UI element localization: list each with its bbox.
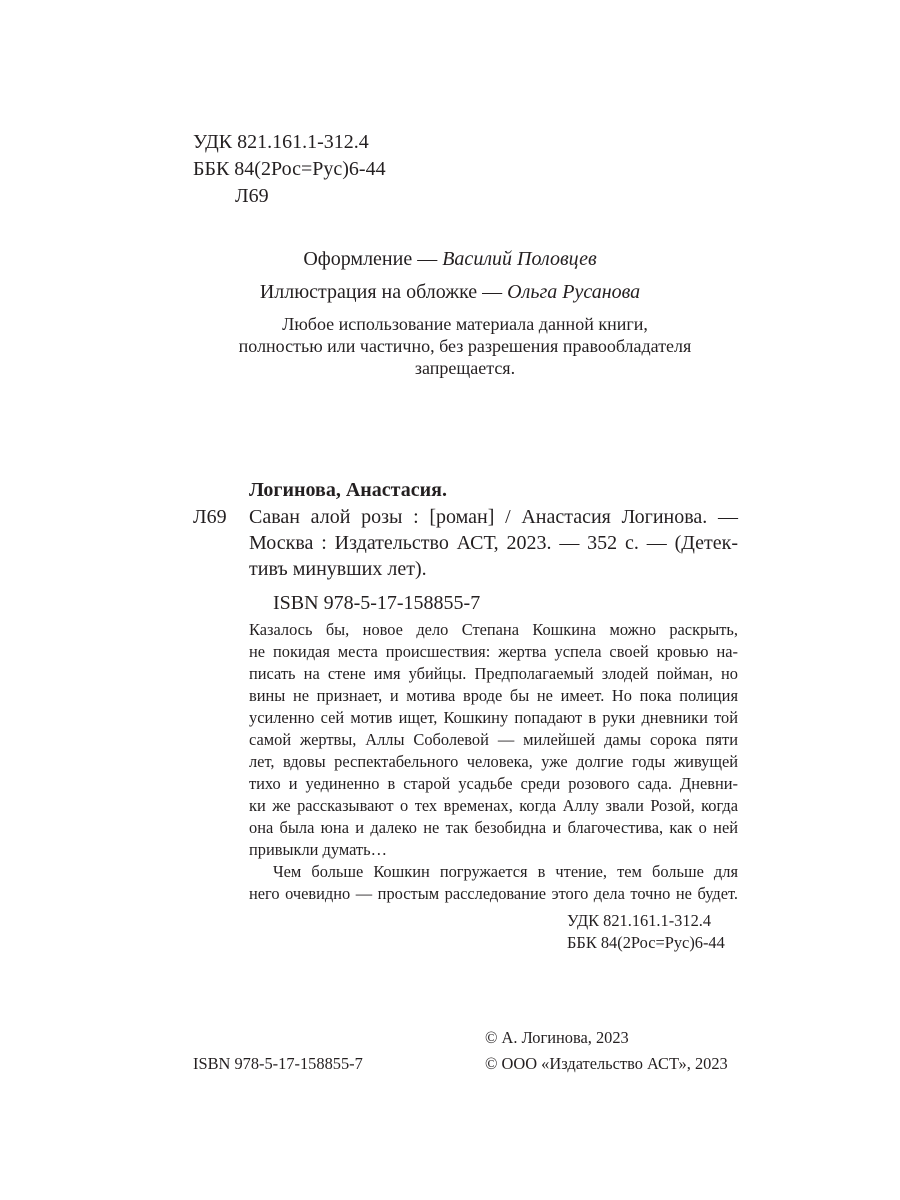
catalog-line-1: Саван алой розы : [роман] / Анастасия Логинова. — <box>249 506 738 528</box>
annotation-p1-line-5: усиленно сей мотив ищет, Кошкину попадают в руки дневники той <box>249 708 738 727</box>
annotation-p1-line-2: не покидая места происшествия: жертва успела своей кровью на- <box>249 642 738 661</box>
copyright-author: © А. Логинова, 2023 <box>485 1028 629 1047</box>
annotation-p1-line-10: она была юна и далеко не так безобидна и благочестива, как о ней <box>249 818 738 837</box>
design-name: Василий Половцев <box>442 248 597 270</box>
catalog-sign: Л69 <box>193 506 227 528</box>
annotation-p1-line-7: лет, вдовы респектабельного человека, уже долгие годы живущей <box>249 752 738 771</box>
catalog-isbn: ISBN 978-5-17-158855-7 <box>273 592 481 614</box>
annotation-p2-line-2: него очевидно — простым расследование этого дела точно не будет. <box>249 884 738 903</box>
footer-isbn: ISBN 978-5-17-158855-7 <box>193 1054 363 1073</box>
author-sign: Л69 <box>235 185 269 207</box>
annotation-p1-line-1: Казалось бы, новое дело Степана Кошкина можно раскрыть, <box>249 620 738 639</box>
annotation-bbk: ББК 84(2Рос=Рус)6-44 <box>567 933 725 952</box>
cover-credit <box>0 280 900 304</box>
annotation-p1-line-9: ки же рассказывают о тех временах, когда Аллу звали Розой, когда <box>249 796 738 815</box>
annotation-p1-line-8: тихо и уединенно в старой усадьбе среди розового сада. Дневни- <box>249 774 738 793</box>
cover-label: Иллюстрация на обложке — <box>259 281 508 303</box>
bbk-code: ББК 84(2Рос=Рус)6-44 <box>193 158 386 180</box>
annotation-udk: УДК 821.161.1-312.4 <box>567 911 712 930</box>
catalog-line-3: тивъ минувших лет). <box>249 558 427 580</box>
annotation-p2-line-1: Чем больше Кошкин погружается в чтение, тем больше для <box>273 862 738 881</box>
copyright-publisher: © ООО «Издательство АСТ», 2023 <box>485 1054 728 1073</box>
annotation-p1-line-4: вины не признает, и мотива вроде бы не имеет. Но пока полиция <box>249 686 738 705</box>
copyright-notice-line-3: запрещается. <box>414 358 516 378</box>
copyright-notice-line-1: Любое использование материала данной книги, <box>282 314 648 334</box>
cover-name: Ольга Русанова <box>507 281 641 303</box>
catalog-heading: Логинова, Анастасия. <box>249 479 447 501</box>
copyright-notice-line-2: полностью или частично, без разрешения правообладателя <box>238 336 692 356</box>
annotation-p1-line-11: привыкли думать… <box>249 840 387 859</box>
udk-code: УДК 821.161.1-312.4 <box>193 131 369 153</box>
annotation-p1-line-3: писать на стене имя убийцы. Предполагаемый злодей пойман, но <box>249 664 738 683</box>
design-credit <box>0 247 900 271</box>
annotation-p1-line-6: самой жертвы, Аллы Соболевой — милейшей дамы сорока пяти <box>249 730 738 749</box>
design-label: Оформление — <box>303 248 443 270</box>
catalog-line-2: Москва : Издательство АСТ, 2023. — 352 с. — (Детек- <box>249 532 738 554</box>
